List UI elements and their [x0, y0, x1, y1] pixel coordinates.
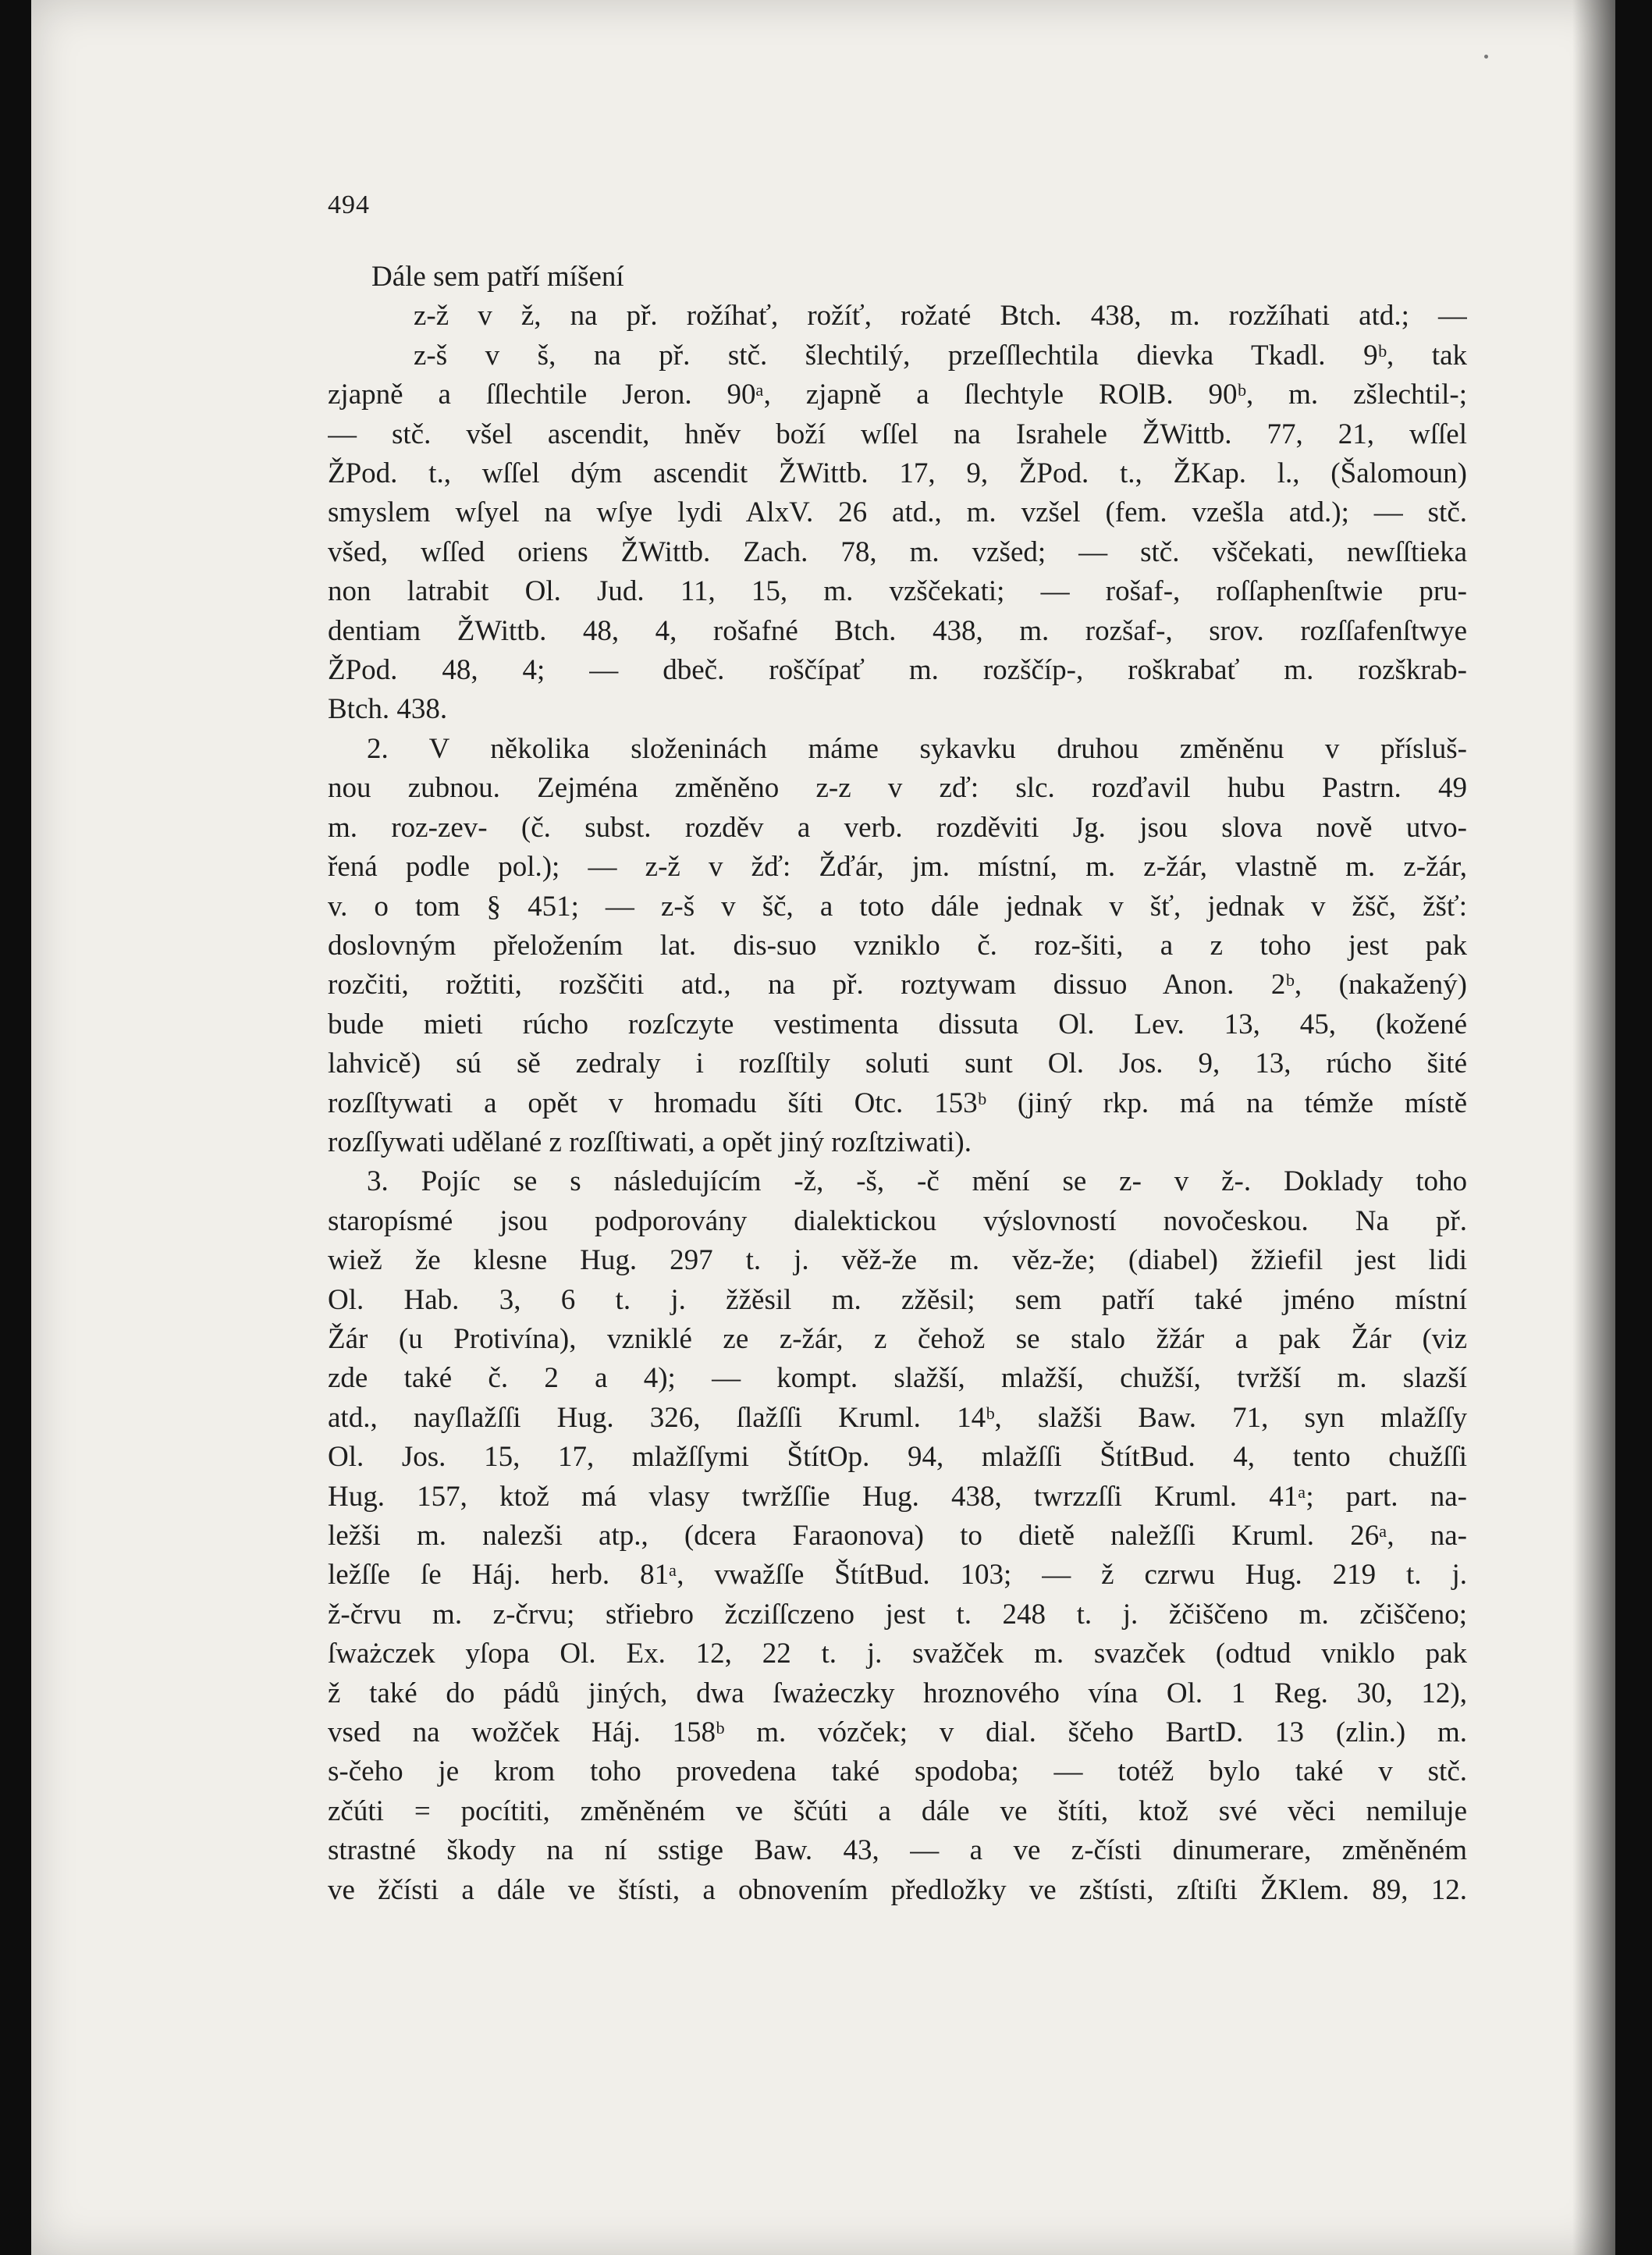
text-line: z-š v š, na př. stč. šlechtilý, przeſſlechtila dievka Tkadl. 9ᵇ, tak	[414, 339, 1467, 372]
scan-speck	[1484, 55, 1488, 59]
text-line: vsed na wožček Háj. 158ᵇ m. vózček; v dial. ščeho BartD. 13 (zlin.) m.	[328, 1716, 1467, 1749]
text-line: zde také č. 2 a 4); — kompt. slažší, mlažší, chužší, tvržší m. slazší	[328, 1362, 1467, 1395]
text-line: Hug. 157, ktož má vlasy twržſſie Hug. 438, twrzzſſi Kruml. 41ᵃ; part. na-	[328, 1480, 1467, 1513]
text-line: všed, wſſed oriens ŽWittb. Zach. 78, m. vzšed; — stč. vščekati, newſſtieka	[328, 535, 1467, 568]
text-line: ſważczek yſopa Ol. Ex. 12, 22 t. j. svažček m. svazček (odtud vniklo pak	[328, 1638, 1467, 1670]
text-line: lahvicě) sú sě zedraly i rozſſtily soluti sunt Ol. Jos. 9, 13, rúcho šité	[328, 1047, 1467, 1080]
text-line: ležši m. nalezši atp., (dcera Faraonova) to dietě naležſſi Kruml. 26ᵃ, na-	[328, 1520, 1467, 1552]
text-line: Žár (u Protivína), vzniklé ze z-žár, z čehož se stalo žžár a pak Žár (viz	[328, 1322, 1467, 1355]
text-line: v. o tom § 451; — z-š v šč, a toto dále jednak v šť, jednak v žšč, žšť:	[328, 890, 1467, 923]
text-line: non latrabit Ol. Jud. 11, 15, m. vzščekati; — rošaf-, roſſaphenſtwie pru-	[328, 575, 1467, 608]
text-line: atd., nayſlažſſi Hug. 326, ſlažſſi Kruml. 14ᵇ, slažši Baw. 71, syn mlažſſy	[328, 1401, 1467, 1434]
text-line: řená podle pol.); — z-ž v žď: Žďár, jm. místní, m. z-žár, vlastně m. z-žár,	[328, 851, 1467, 884]
text-line: 2. V několika složeninách máme sykavku druhou změněnu v přísluš-	[367, 732, 1467, 765]
text-line: ž také do pádů jiných, dwa ſważeczky hroznového vína Ol. 1 Reg. 30, 12),	[328, 1677, 1467, 1709]
text-line: wiež že klesne Hug. 297 t. j. věž-že m. věz-že; (diabel) žžiefil jest lidi	[328, 1244, 1467, 1277]
text-line: Ol. Jos. 15, 17, mlažſſymi ŠtítOp. 94, mlažſſi ŠtítBud. 4, tento chužſſi	[328, 1441, 1467, 1474]
text-line: zčúti = pocítiti, změněném ve ščúti a dále ve štíti, ktož své věci nemiluje	[328, 1794, 1467, 1827]
text-line: rozſſtywati a opět v hromadu šíti Otc. 153ᵇ (jiný rkp. má na témže místě	[328, 1087, 1467, 1119]
page-number: 494	[328, 190, 370, 219]
text-line: rozčiti, rožtiti, rozščiti atd., na př. roztywam dissuo Anon. 2ᵇ, (nakažený)	[328, 969, 1467, 1001]
text-line: Btch. 438.	[328, 693, 448, 726]
text-line: ve žčísti a dále ve štísti, a obnovením předložky ve zštísti, zſtiſti ŽKlem. 89, 12.	[328, 1873, 1467, 1906]
text-line: staropísmé jsou podporovány dialektickou výslovností novočeskou. Na př.	[328, 1204, 1467, 1237]
scan-shadow-edge	[1572, 0, 1615, 2255]
text-line: rozſſywati udělané z rozſſtiwati, a opět jiný rozſtziwati).	[328, 1126, 972, 1158]
text-line: strastné škody na ní sstige Baw. 43, — a ve z-čísti dinumerare, změněném	[328, 1834, 1467, 1867]
text-line: m. roz-zev- (č. subst. rozděv a verb. rozděviti Jg. jsou slova nově utvo-	[328, 811, 1467, 844]
body-text	[328, 258, 1467, 1910]
text-line: dentiam ŽWittb. 48, 4, rošafné Btch. 438, m. rozšaf-, srov. rozſſafenſtwye	[328, 614, 1467, 647]
text-line: — stč. všel ascendit, hněv boží wſſel na Israhele ŽWittb. 77, 21, wſſel	[328, 418, 1467, 450]
text-line: Ol. Hab. 3, 6 t. j. žžěsil m. zžěsil; sem patří také jméno místní	[328, 1283, 1467, 1316]
text-line: ležſſe ſe Háj. herb. 81ᵃ, vwažſſe ŠtítBud. 103; — ž czrwu Hug. 219 t. j.	[328, 1559, 1467, 1592]
text-line: ŽPod. t., wſſel dým ascendit ŽWittb. 17, 9, ŽPod. t., ŽKap. l., (Šalomoun)	[328, 457, 1467, 490]
text-line: nou zubnou. Zejména změněno z-z v zď: slc. rozďavil hubu Pastrn. 49	[328, 772, 1467, 805]
text-line: 3. Pojíc se s následujícím -ž, -š, -č mění se z- v ž-. Doklady toho	[367, 1165, 1467, 1198]
text-line: doslovným přeložením lat. dis-suo vzniklo č. roz-šiti, a z toho jest pak	[328, 929, 1467, 962]
text-line: s-čeho je krom toho provedena také spodoba; — totéž bylo také v stč.	[328, 1755, 1467, 1788]
text-line: bude mieti rúcho rozſczyte vestimenta dissuta Ol. Lev. 13, 45, (kožené	[328, 1008, 1467, 1040]
text-line: z-ž v ž, na př. rožíhať, rožíť, rožaté Btch. 438, m. rozžíhati atd.; —	[414, 300, 1467, 333]
text-line: Dále sem patří míšení	[371, 261, 624, 293]
text-line: zjapně a ſſlechtile Jeron. 90ᵃ, zjapně a ſlechtyle ROlB. 90ᵇ, m. zšlechtil-;	[328, 379, 1467, 411]
text-line: ž-črvu m. z-črvu; střiebro žcziſſczeno jest t. 248 t. j. žčiščeno m. zčiščeno;	[328, 1598, 1467, 1631]
text-line: ŽPod. 48, 4; — dbeč. roščípať m. rozščíp-, roškrabať m. rozškrab-	[328, 654, 1467, 687]
text-line: smyslem wſyel na wſye lydi AlxV. 26 atd., m. vzšel (fem. vzešla atd.); — stč.	[328, 496, 1467, 529]
